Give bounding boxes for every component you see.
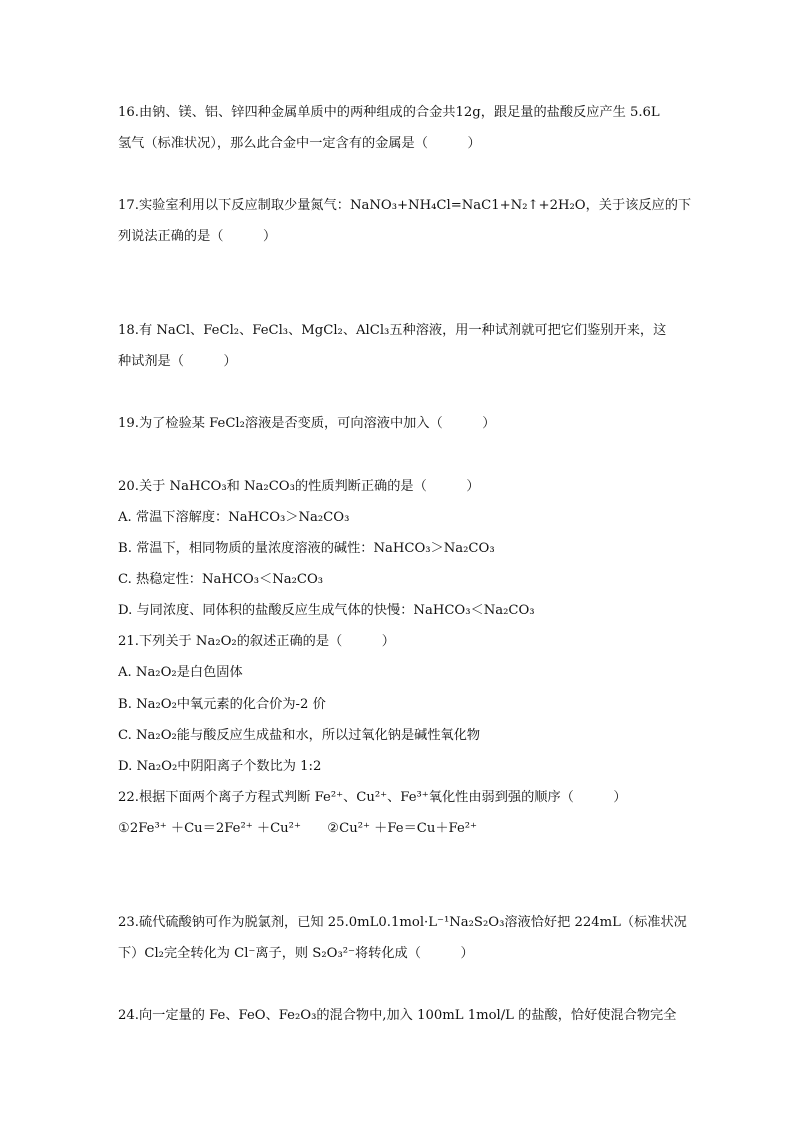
question-18-stem-line2: 种试剂是（ ） [118,354,237,369]
question-17-stem-line2: 列说法正确的是（ ） [118,229,277,244]
question-23-stem-line2: 下）Cl₂完全转化为 Cl⁻离子，则 S₂O₃²⁻将转化成（ ） [118,946,474,961]
question-21-option-d: D. Na₂O₂中阴阳离子个数比为 1:2 [118,759,322,774]
question-20-stem: 20.关于 NaHCO₃和 Na₂CO₃的性质判断正确的是（ ） [118,479,480,494]
question-19-stem: 19.为了检验某 FeCl₂溶液是否变质，可向溶液中加入（ ） [118,416,496,431]
question-20-option-b: B. 常温下，相同物质的量浓度溶液的碱性：NaHCO₃＞Na₂CO₃ [118,541,495,556]
question-16-stem-line1: 16.由钠、镁、铝、锌四种金属单质中的两种组成的合金共12g，跟足量的盐酸反应产生 5.6L [118,105,660,120]
question-17-stem-line1: 17.实验室利用以下反应制取少量氮气：NaNO₃+NH₄Cl=NaC1+N₂↑+2H₂O，关于该反应的下 [118,198,692,213]
question-21-option-a: A. Na₂O₂是白色固体 [118,665,243,680]
question-16-stem-line2: 氢气（标准状况），那么此合金中一定含有的金属是（ ） [118,136,481,151]
question-20-option-c: C. 热稳定性：NaHCO₃＜Na₂CO₃ [118,572,324,587]
question-21-option-b: B. Na₂O₂中氧元素的化合价为-2 价 [118,697,326,712]
question-24-stem-line1: 24.向一定量的 Fe、FeO、Fe₂O₃的混合物中,加入 100mL 1mol/L 的盐酸，恰好使混合物完全 [118,1008,677,1023]
question-22-stem-line1: 22.根据下面两个离子方程式判断 Fe²⁺、Cu²⁺、Fe³⁺氧化性由弱到强的顺序（ ） [118,790,627,805]
question-21-stem: 21.下列关于 Na₂O₂的叙述正确的是（ ） [118,634,395,649]
question-23-stem-line1: 23.硫代硫酸钠可作为脱氯剂，已知 25.0mL0.1mol·L⁻¹Na₂S₂O₃溶液恰好把 224mL（标准状况 [118,915,687,930]
question-18-stem-line1: 18.有 NaCl、FeCl₂、FeCl₃、MgCl₂、AlCl₃五种溶液，用一种试剂就可把它们鉴别开来，这 [118,323,667,338]
question-20-option-a: A. 常温下溶解度：NaHCO₃＞Na₂CO₃ [118,510,350,525]
question-22-equations: ①2Fe³⁺ ＋Cu＝2Fe²⁺ ＋Cu²⁺ ②Cu²⁺ ＋Fe＝Cu＋Fe²⁺ [118,821,478,836]
question-20-option-d: D. 与同浓度、同体积的盐酸反应生成气体的快慢：NaHCO₃＜Na₂CO₃ [118,603,535,618]
question-21-option-c: C. Na₂O₂能与酸反应生成盐和水，所以过氧化钠是碱性氧化物 [118,728,481,743]
